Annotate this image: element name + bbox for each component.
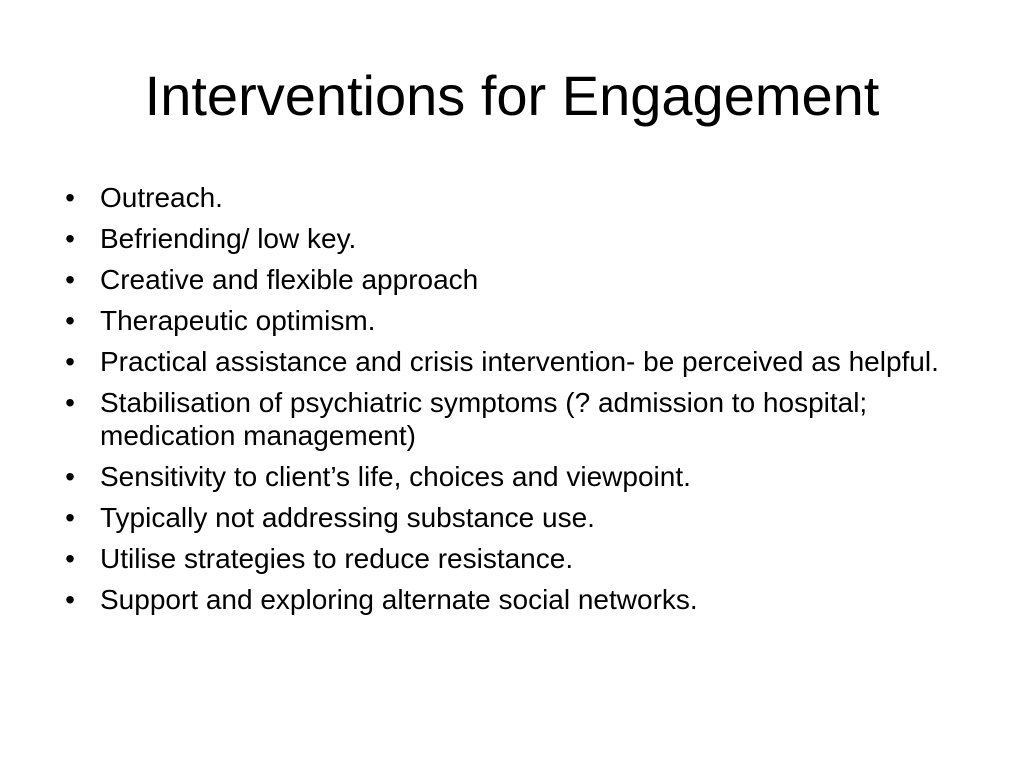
bullet-text: Therapeutic optimism. [100, 305, 376, 336]
bullet-text: Sensitivity to client’s life, choices and viewpoint. [100, 461, 691, 492]
bullet-item-outreach [60, 181, 980, 214]
bullet-text: Practical assistance and crisis intervention- be perceived as helpful. [100, 346, 939, 377]
bullet-text: Support and exploring alternate social networks. [100, 584, 698, 615]
bullet-item-stabilisation [60, 386, 980, 452]
bullet-item-befriending [60, 222, 980, 255]
bullet-item-reduce-resistance [60, 542, 980, 575]
bullet-marker: • [65, 387, 75, 418]
bullet-marker: • [65, 502, 75, 533]
bullet-text: Creative and flexible approach [100, 264, 479, 295]
bullet-text: Befriending/ low key. [100, 223, 357, 254]
bullet-marker: • [65, 346, 75, 377]
bullet-item-practical-assistance [60, 345, 980, 378]
bullet-marker: • [65, 223, 75, 254]
bullet-marker: • [65, 305, 75, 336]
bullet-marker: • [65, 543, 75, 574]
bullet-item-therapeutic-optimism [60, 304, 980, 337]
bullet-text: Outreach. [100, 182, 223, 213]
bullet-list [60, 181, 980, 624]
bullet-item-substance-use [60, 501, 980, 534]
slide-title: Interventions for Engagement [144, 64, 880, 127]
bullet-item-creative-approach [60, 263, 980, 296]
bullet-marker: • [65, 264, 75, 295]
bullet-marker: • [65, 461, 75, 492]
bullet-text: Utilise strategies to reduce resistance. [100, 543, 574, 574]
bullet-marker: • [65, 584, 75, 615]
bullet-item-social-networks [60, 583, 980, 616]
bullet-marker: • [65, 182, 75, 213]
bullet-item-sensitivity [60, 460, 980, 493]
bullet-text: Typically not addressing substance use. [100, 502, 595, 533]
bullet-text: Stabilisation of psychiatric symptoms (? admission to hospital; medication management) [100, 387, 868, 451]
